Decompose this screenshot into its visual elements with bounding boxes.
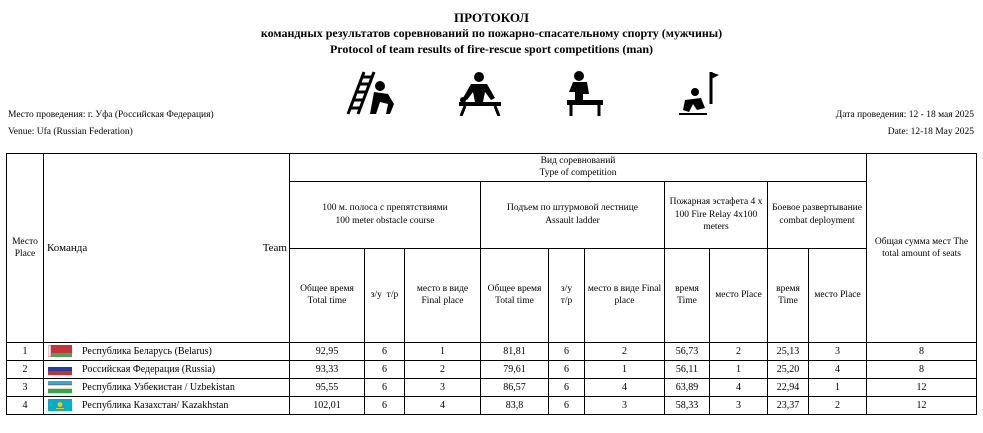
- table-row: [7, 342, 977, 360]
- table-row: [7, 396, 977, 414]
- assault-ladder-icon: [455, 70, 505, 116]
- total-places: 12: [867, 396, 977, 414]
- discipline-ladder-ru: Подъем по штурмовой лестнице: [506, 203, 638, 214]
- ladder-zu: 6: [549, 396, 585, 414]
- table-row: [7, 360, 977, 378]
- obstacle-place: 3: [405, 378, 481, 396]
- ladder-zu: 6: [549, 378, 585, 396]
- venue-en: Venue: Ufa (Russian Federation): [8, 127, 133, 137]
- discipline-obstacle-ru: 100 м. полоса с препятствиями: [322, 203, 448, 214]
- subtitle-ru: командных результатов соревнований по пожарно-спасательному спорту (мужчины): [260, 26, 723, 40]
- results-table: [6, 153, 977, 415]
- obstacle-time: 95,55: [290, 378, 365, 396]
- team-name: Республика Казахстан/ Kazakhstan: [82, 399, 229, 411]
- obstacle-place: 4: [405, 396, 481, 414]
- obstacle-zu: 6: [365, 396, 405, 414]
- team-name: Республика Узбекистан / Uzbekistan: [82, 381, 235, 393]
- total-places: 12: [867, 378, 977, 396]
- obstacle-place: 2: [405, 360, 481, 378]
- sub-place: место Place: [710, 248, 768, 342]
- row-place: 3: [7, 378, 44, 396]
- total-places: 8: [867, 342, 977, 360]
- discipline-ladder-en: Assault ladder: [545, 215, 600, 226]
- total-header: Общая сумма мест The total amount of seats: [867, 154, 977, 343]
- sub-zu-tr: з/у т/р: [365, 248, 405, 342]
- deployment-time: 23,37: [768, 396, 809, 414]
- deployment-time: 25,13: [768, 342, 809, 360]
- total-places: 8: [867, 360, 977, 378]
- row-team: [44, 396, 290, 414]
- sub-time: время Time: [768, 248, 809, 342]
- row-team: [44, 378, 290, 396]
- discipline-obstacle-header: [290, 181, 481, 248]
- sub-total-time: Общее время Total time: [290, 248, 365, 342]
- ladder-time: 83,8: [481, 396, 549, 414]
- obstacle-time: 92,95: [290, 342, 365, 360]
- fire-relay-icon: [565, 70, 605, 116]
- kazakhstan-flag-icon: [48, 399, 72, 411]
- date-ru: Дата проведения: 12 - 18 мая 2025: [835, 110, 974, 120]
- page-title: ПРОТОКОЛ: [454, 10, 529, 25]
- russia-flag-icon: [48, 363, 72, 375]
- sub-zu-tr: з/у т/р: [549, 248, 585, 342]
- obstacle-time: 102,01: [290, 396, 365, 414]
- deployment-time: 22,94: [768, 378, 809, 396]
- competition-type-ru: Вид соревнований: [540, 156, 616, 166]
- uzbekistan-flag-icon: [48, 381, 72, 393]
- sub-final-place: место в виде Final place: [585, 248, 665, 342]
- obstacle-time: 93,33: [290, 360, 365, 378]
- discipline-obstacle-en: 100 meter obstacle course: [335, 215, 435, 226]
- obstacle-zu: 6: [365, 342, 405, 360]
- deployment-place: 3: [809, 342, 867, 360]
- sub-final-place: место в виде Final place: [405, 248, 481, 342]
- discipline-ladder-header: [481, 181, 665, 248]
- deployment-place: 1: [809, 378, 867, 396]
- deployment-place: 4: [809, 360, 867, 378]
- competition-type-header: [290, 154, 867, 182]
- team-name: Республика Беларусь (Belarus): [82, 345, 212, 357]
- team-header-en: Team: [262, 241, 287, 254]
- relay-place: 4: [710, 378, 768, 396]
- place-header: Место Place: [7, 154, 44, 343]
- row-team: [44, 360, 290, 378]
- row-team: [44, 342, 290, 360]
- venue-ru: Место проведения: г. Уфа (Российская Федерация): [8, 110, 214, 120]
- ladder-time: 86,57: [481, 378, 549, 396]
- competition-type-en: Type of competition: [539, 168, 617, 179]
- ladder-zu: 6: [549, 360, 585, 378]
- table-row: [7, 378, 977, 396]
- team-header: [44, 154, 290, 343]
- obstacle-place: 1: [405, 342, 481, 360]
- discipline-deployment-header: Боевое развертывание combat deployment: [768, 181, 867, 248]
- relay-place: 2: [710, 342, 768, 360]
- ladder-place: 3: [585, 396, 665, 414]
- ladder-place: 2: [585, 342, 665, 360]
- relay-place: 1: [710, 360, 768, 378]
- discipline-relay-header: Пожарная эстафета 4 x 100 Fire Relay 4x100 meters: [665, 181, 768, 248]
- relay-time: 56,11: [665, 360, 710, 378]
- ladder-zu: 6: [549, 342, 585, 360]
- ladder-time: 79,61: [481, 360, 549, 378]
- relay-place: 3: [710, 396, 768, 414]
- ladder-place: 1: [585, 360, 665, 378]
- obstacle-course-icon: [340, 70, 400, 116]
- row-place: 2: [7, 360, 44, 378]
- subtitle-en: Protocol of team results of fire-rescue sport competitions (man): [329, 42, 654, 56]
- deployment-time: 25,20: [768, 360, 809, 378]
- obstacle-zu: 6: [365, 378, 405, 396]
- team-name: Российская Федерация (Russia): [82, 363, 216, 375]
- deployment-place: 2: [809, 396, 867, 414]
- ladder-place: 4: [585, 378, 665, 396]
- sub-place: место Place: [809, 248, 867, 342]
- obstacle-zu: 6: [365, 360, 405, 378]
- relay-time: 63,89: [665, 378, 710, 396]
- date-en: Date: 12-18 May 2025: [887, 127, 974, 137]
- row-place: 4: [7, 396, 44, 414]
- row-place: 1: [7, 342, 44, 360]
- ladder-time: 81,81: [481, 342, 549, 360]
- sub-time: время Time: [665, 248, 710, 342]
- combat-deployment-icon: [677, 70, 722, 116]
- relay-time: 56,73: [665, 342, 710, 360]
- relay-time: 58,33: [665, 396, 710, 414]
- team-header-ru: Команда: [47, 241, 88, 254]
- sub-total-time: Общее время Total time: [481, 248, 549, 342]
- belarus-flag-icon: [48, 345, 72, 357]
